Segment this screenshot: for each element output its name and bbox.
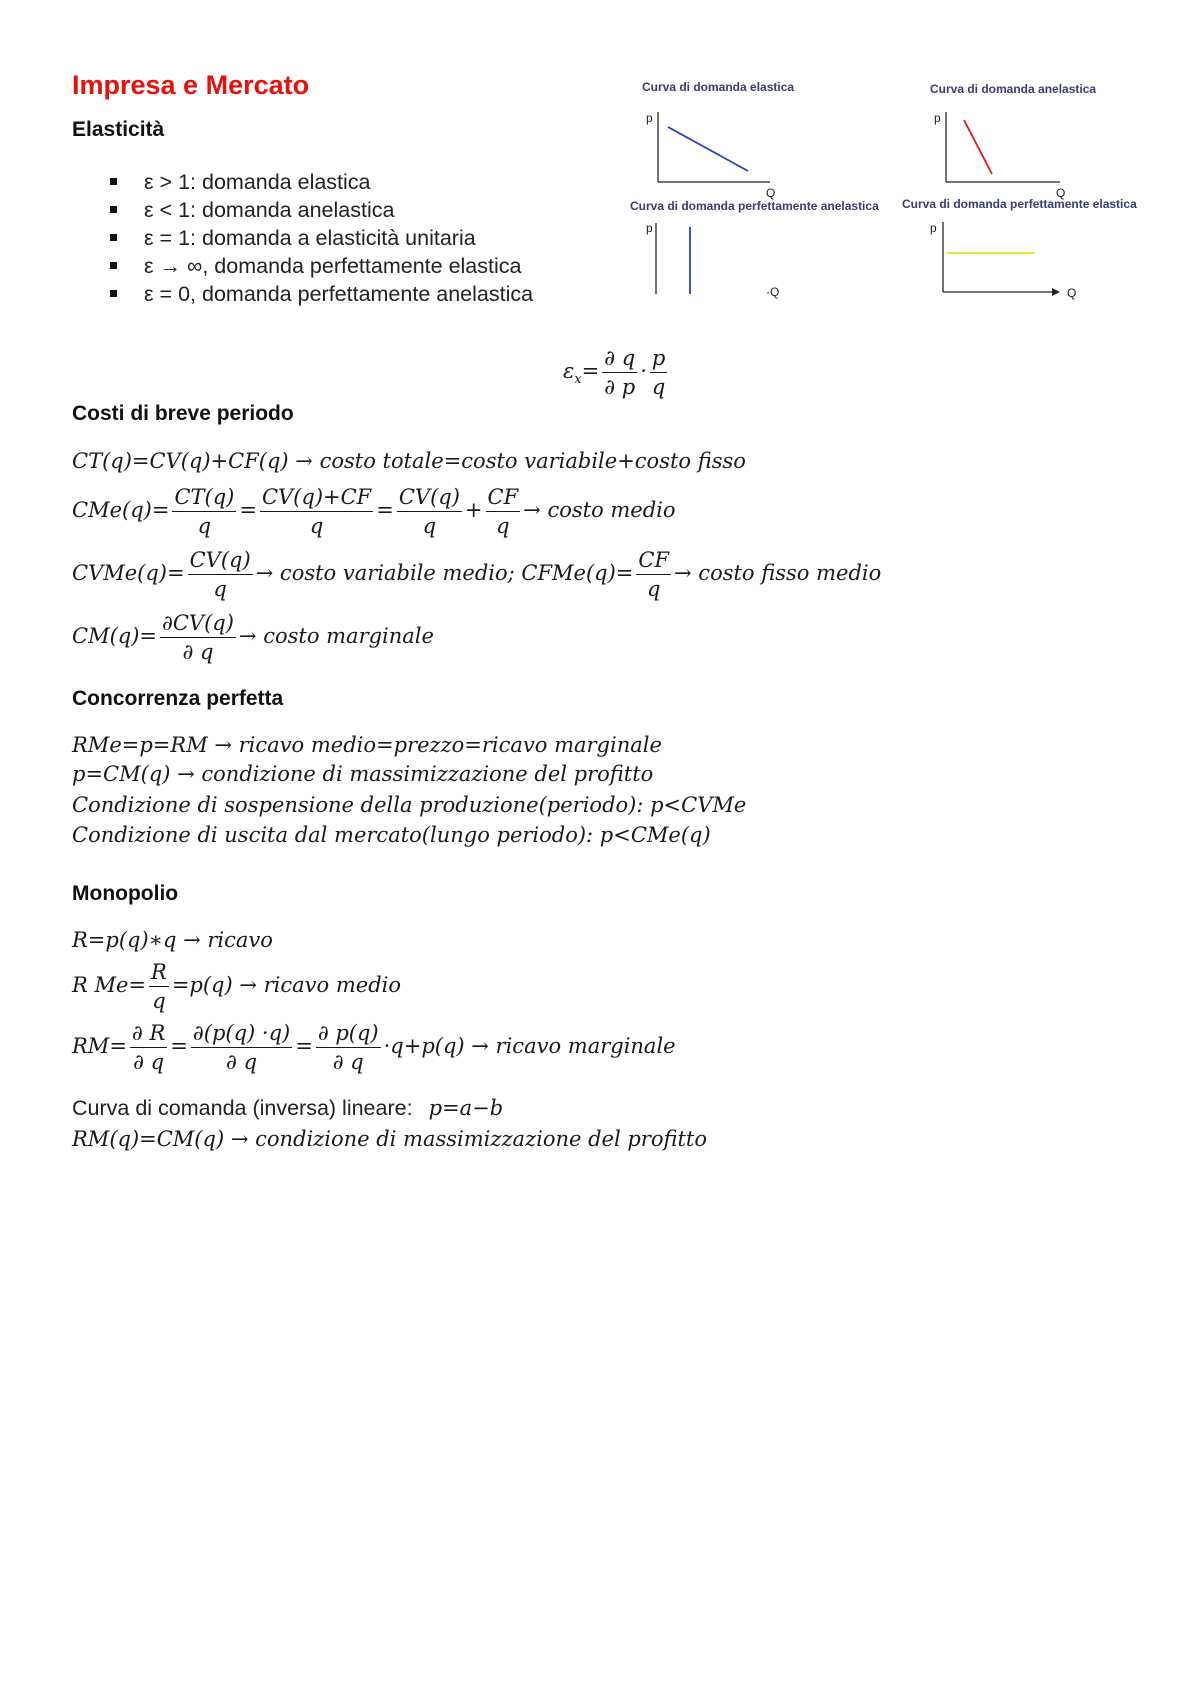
elasticity-formula: $\varepsilon_x=$ $\frac{\partial q}{\partial p}$ · $\frac{p}{q}$ bbox=[563, 346, 666, 399]
formula-costo-medio: CMe(q)= $\frac{CT(q)}{q}$ = $\frac{CV(q)+CF}{q}$ = $\frac{CV(q)}{q}$ + $\frac{CF}{q}$ → costo medio bbox=[72, 485, 676, 538]
chart-title-elastic: Curva di domanda elastica bbox=[642, 80, 795, 94]
list-item: ε = 1: domanda a elasticità unitaria bbox=[102, 224, 533, 252]
formula-ricavo-marginale: RM= $\frac{\partial R}{\partial q}$ = $\frac{\partial(p(q) \cdot q)}{\partial q}$ = $\frac{\partial p(q)}{\partial q}$ ·q+p(q) → ricavo marginale bbox=[72, 1021, 676, 1074]
fraction: $\frac{CT(q)}{q}$ bbox=[174, 485, 235, 538]
fraction: $\frac{\partial p(q)}{\partial q}$ bbox=[317, 1021, 379, 1074]
demand-curves-figure bbox=[620, 70, 1160, 310]
heading-concorrenza: Concorrenza perfetta bbox=[72, 687, 284, 710]
formula-ricavo: R=p(q)∗q → ricavo bbox=[72, 928, 273, 952]
bullet-square-icon bbox=[110, 234, 117, 241]
fraction: $\frac{p}{q}$ bbox=[651, 346, 666, 399]
heading-costi: Costi di breve periodo bbox=[72, 402, 294, 425]
fraction: $\frac{\partial CV(q)}{\partial q}$ bbox=[162, 611, 234, 664]
fraction: $\frac{\partial(p(q) \cdot q)}{\partial q}$ bbox=[192, 1021, 291, 1074]
list-item: ε < 1: domanda anelastica bbox=[102, 196, 533, 224]
bullet-square-icon bbox=[110, 262, 117, 269]
formula-costo-variabile-medio: CVMe(q)= $\frac{CV(q)}{q}$ → costo variabile medio; CFMe(q)= $\frac{CF}{q}$ → costo fisso medio bbox=[72, 548, 882, 601]
fraction: $\frac{\partial q}{\partial p}$ bbox=[604, 346, 636, 399]
formula-line: RMe=p=RM → ricavo medio=prezzo=ricavo marginale bbox=[72, 733, 662, 757]
list-item: ε > 1: domanda elastica bbox=[102, 168, 533, 196]
demand-line-elastic bbox=[668, 127, 748, 171]
elasticity-list bbox=[102, 168, 533, 308]
chart-title-inelastic: Curva di domanda anelastica bbox=[930, 82, 1097, 96]
fraction: $\frac{\partial R}{\partial q}$ bbox=[131, 1021, 166, 1074]
inverse-demand-line: Curva di comanda (inversa) lineare: p=a−b bbox=[72, 1096, 504, 1120]
formula-ricavo-medio: R Me= $\frac{R}{q}$ =p(q) → ricavo medio bbox=[72, 960, 402, 1013]
bullet-square-icon bbox=[110, 206, 117, 213]
chart-xlabel: Q bbox=[1067, 286, 1077, 300]
formula-line: p=CM(q) → condizione di massimizzazione del profitto bbox=[72, 762, 654, 786]
chart-title-perfectly-elastic: Curva di domanda perfettamente elastica bbox=[902, 197, 1137, 211]
fraction: $\frac{CF}{q}$ bbox=[487, 485, 519, 538]
heading-monopolio: Monopolio bbox=[72, 882, 179, 905]
bullet-square-icon bbox=[110, 178, 117, 185]
page-title: Impresa e Mercato bbox=[72, 70, 310, 100]
formula-line: Condizione di sospensione della produzione(periodo): p<CVMe bbox=[72, 793, 747, 817]
chart-xlabel: ·Q bbox=[766, 285, 780, 299]
fraction: $\frac{CF}{q}$ bbox=[638, 548, 670, 601]
list-item: ε = 0, domanda perfettamente anelastica bbox=[102, 280, 533, 308]
fraction: $\frac{CV(q)}{q}$ bbox=[398, 485, 460, 538]
chart-ylabel: p bbox=[646, 111, 653, 125]
formula-line: Condizione di uscita dal mercato(lungo periodo): p<CMe(q) bbox=[72, 823, 711, 847]
fraction: $\frac{R}{q}$ bbox=[151, 960, 167, 1013]
chart-xlabel: Q bbox=[1056, 186, 1066, 200]
demand-line-inelastic bbox=[964, 120, 992, 174]
chart-ylabel: p bbox=[646, 221, 653, 235]
chart-ylabel: p bbox=[934, 111, 941, 125]
chart-ylabel: p bbox=[930, 221, 937, 235]
formula-massimizzazione: RM(q)=CM(q) → condizione di massimizzazione del profitto bbox=[72, 1127, 708, 1151]
bullet-square-icon bbox=[110, 290, 117, 297]
formula-costo-totale: CT(q)=CV(q)+CF(q) → costo totale=costo variabile+costo fisso bbox=[72, 449, 746, 473]
x-axis-arrow-icon bbox=[1052, 288, 1060, 296]
fraction: $\frac{CV(q)}{q}$ bbox=[189, 548, 251, 601]
chart-xlabel: Q bbox=[766, 186, 776, 200]
heading-elasticita: Elasticità bbox=[72, 118, 165, 141]
chart-title-perfectly-inelastic: Curva di domanda perfettamente anelastica bbox=[630, 199, 879, 213]
formula-costo-marginale: CM(q)= $\frac{\partial CV(q)}{\partial q}$ → costo marginale bbox=[72, 611, 434, 664]
list-item: ε → ∞, domanda perfettamente elastica bbox=[102, 252, 533, 280]
fraction: $\frac{CV(q)+CF}{q}$ bbox=[261, 485, 372, 538]
